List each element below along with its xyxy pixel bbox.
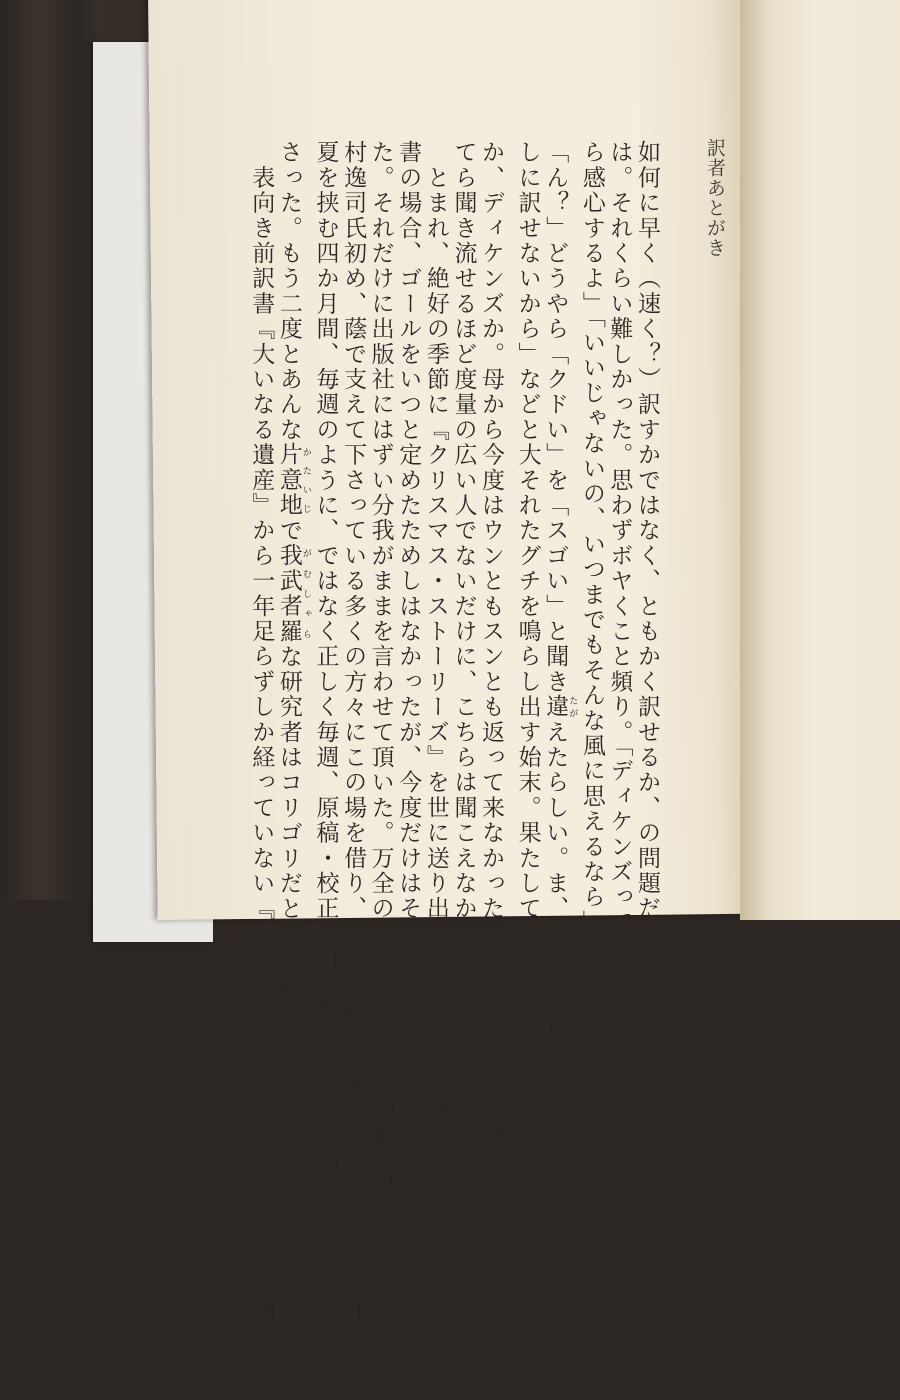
- text-line: 如何に早く（速く？）訳すかではなく、ともかく訳せるか、の問題だった、『クリスマス・ストーリーズ』: [634, 140, 660, 1339]
- text-line: とまれ、絶好の季節に『クリスマス・ストーリーズ』を世に送り出せるとは訳者冥加に尽きる。これまでの訳: [422, 140, 449, 1400]
- text-line: 「ん？」どうやら「クドい」を「スゴい」と聞き違 たがえたらしい。ま、いっか。果ては「ここはコリンズよ、わた: [542, 140, 578, 1400]
- text-line: 書の場合、ゴールをいつと定めたためしはなかったが、今度だけはその意味での心地好いプレッシャーはあ: [395, 140, 422, 1350]
- ruby-annotation: 我武者羅 がむしゃら: [275, 543, 311, 645]
- text-line: た。それだけに出版社にはずい分我がままを言わせて頂いた。万全の態勢で御尽力・御指導賜った渓水社社長: [367, 140, 394, 1375]
- ruby-annotation: 片意地 かたいじ: [275, 442, 311, 519]
- facing-page: [740, 0, 900, 920]
- text-line: てら聞き流せるほど度量の広い人でないだけに、こちらは聞こえなかったこと請け合い。やれやれ。: [450, 140, 477, 1274]
- ruby-annotation: 窘 たしな: [478, 1323, 514, 1351]
- text-line: しに訳せないから」などと大それたグチを鳴らし出す始末。果たして天国でクシャミをしたのはコリンズ先生: [514, 140, 541, 1375]
- text-line: ら感心するよ」「いいじゃないの、いつまでもそんな風に思えるなら」とは母から返って来た意外な言葉。: [578, 140, 605, 1339]
- text-line: は。それくらい難しかった。思わずボヤくこと頻り。「ディケンズってこんなにクドかったかね？ 今さらなが: [606, 140, 633, 1389]
- ruby-annotation: 違 たが: [542, 694, 578, 720]
- text-line: 表向き前訳書『大いなる遺産』から一年足らずしか経っていない『クリスマス・ストーリーズ』は、因みに、: [248, 140, 275, 1400]
- chapter-title: 訳者あとがき: [704, 138, 726, 258]
- text-line: か、ディケンズか。母から今度はウンともスンとも返って来なかった。曲がりなりにも何か耳にしてなお窘 たしなめ: [478, 140, 514, 1375]
- text-line: 村逸司氏初め、蔭で支えて下さっている多くの方々にこの場を借り、篤くお礼申し上げたい。わけても社長は: [340, 140, 367, 1375]
- text-line: さった。もう二度とあんな片意地 かたいじで我武者羅 がむしゃらな研究者はコリゴリだと言われぬことを祈るばかりだ。: [275, 140, 311, 1275]
- body-text: [247, 140, 660, 1400]
- text-line: 夏を挟む四か月間、毎週のように、ではなく正しく毎週、原稿・校正の引き渡しのために拙宅まで足を運んで: [312, 140, 339, 1375]
